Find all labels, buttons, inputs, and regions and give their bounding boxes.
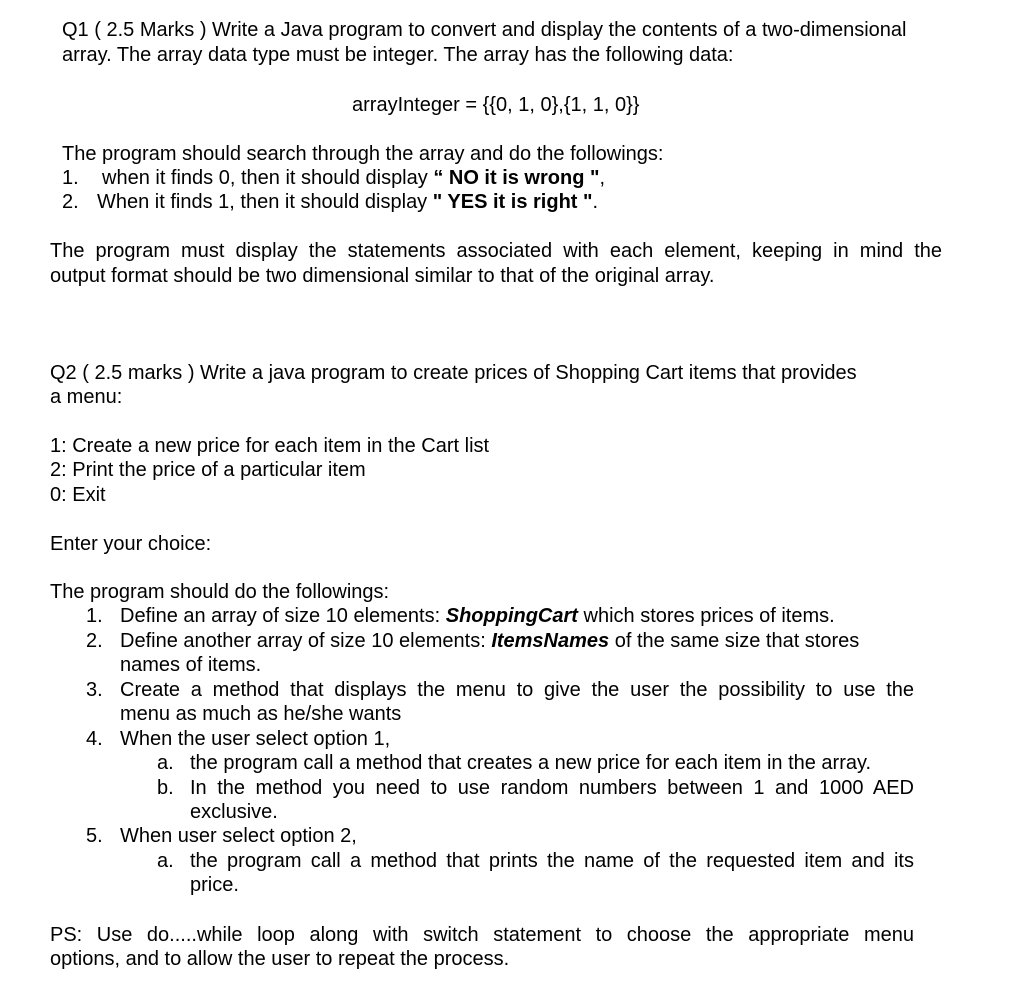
q2-step-3-line-1: Create a method that displays the menu to give the user the possibility to use the [120, 679, 914, 701]
q2-step-4a-letter: a. [157, 752, 174, 774]
q1-title-line-1: Q1 ( 2.5 Marks ) Write a Java program to convert and display the contents of a two-dimensional [62, 19, 907, 41]
q2-step-4-number: 4. [86, 728, 103, 750]
q2-menu-item-1: 1: Create a new price for each item in the Cart list [50, 435, 490, 457]
q1-item-2 [97, 190, 598, 215]
q2-menu-item-2: 2: Print the price of a particular item [50, 459, 366, 481]
q1-intro: The program should search through the array and do the followings: [62, 143, 664, 165]
q1-title-line-2: array. The array data type must be integer. The array has the following data: [62, 44, 734, 66]
q2-prompt: Enter your choice: [50, 533, 212, 555]
q2-step-5-number: 5. [86, 825, 103, 847]
q1-item-2-punct: . [592, 191, 599, 213]
q1-item-1-number: 1. [62, 167, 79, 189]
q2-step-5a-line-2: price. [190, 874, 239, 896]
q2-step-2-number: 2. [86, 630, 103, 652]
q1-array-definition: arrayInteger = {{0, 1, 0},{1, 1, 0}} [352, 94, 640, 116]
q1-para-line-1: The program must display the statements associated with each element, keeping in mind the [50, 240, 942, 262]
q1-para-line-2: output format should be two dimensional similar to that of the original array. [50, 265, 715, 287]
q2-step-1-term: ShoppingCart [445, 605, 578, 627]
q2-step-2-continuation: names of items. [120, 654, 262, 676]
q2-title-line-2: a menu: [50, 386, 123, 408]
q2-step-5a-line-1: the program call a method that prints the name of the requested item and its [190, 850, 914, 872]
q2-step-4b-line-1: In the method you need to use random numbers between 1 and 1000 AED [190, 777, 914, 799]
q1-item-1-punct: , [599, 167, 606, 189]
q1-item-1-text: when it finds 0, then it should display [102, 167, 434, 189]
q2-step-2-term: ItemsNames [491, 630, 610, 652]
q2-step-4a-text: the program call a method that creates a new price for each item in the array. [190, 752, 872, 774]
q2-step-3-line-2: menu as much as he/she wants [120, 703, 402, 725]
q2-intro: The program should do the followings: [50, 581, 390, 603]
q2-ps-line-2: options, and to allow the user to repeat the process. [50, 948, 510, 970]
q2-step-2 [120, 629, 859, 654]
q2-step-5a-letter: a. [157, 850, 174, 872]
q1-item-1-message: “ NO it is wrong " [433, 167, 600, 189]
q2-step-1-number: 1. [86, 605, 103, 627]
q2-step-4b-letter: b. [157, 777, 174, 799]
q2-step-4b-line-2: exclusive. [190, 801, 278, 823]
q1-item-2-number: 2. [62, 191, 79, 213]
q1-item-2-message: " YES it is right " [432, 191, 593, 213]
q2-step-1-text: Define an array of size 10 elements: [120, 605, 446, 627]
q1-item-1 [102, 166, 605, 191]
q2-step-1 [120, 604, 835, 629]
q2-step-1-rest: which stores prices of items. [577, 605, 835, 627]
q2-step-4-text: When the user select option 1, [120, 728, 391, 750]
q2-title-line-1: Q2 ( 2.5 marks ) Write a java program to create prices of Shopping Cart items that provides [50, 362, 857, 384]
q2-step-2-text: Define another array of size 10 elements: [120, 630, 492, 652]
q1-item-2-text: When it finds 1, then it should display [97, 191, 433, 213]
q2-step-2-rest: of the same size that stores [609, 630, 860, 652]
q2-ps-line-1: PS: Use do.....while loop along with switch statement to choose the appropriate menu [50, 924, 914, 946]
q2-menu-item-3: 0: Exit [50, 484, 106, 506]
q2-step-3-number: 3. [86, 679, 103, 701]
q2-step-5-text: When user select option 2, [120, 825, 357, 847]
